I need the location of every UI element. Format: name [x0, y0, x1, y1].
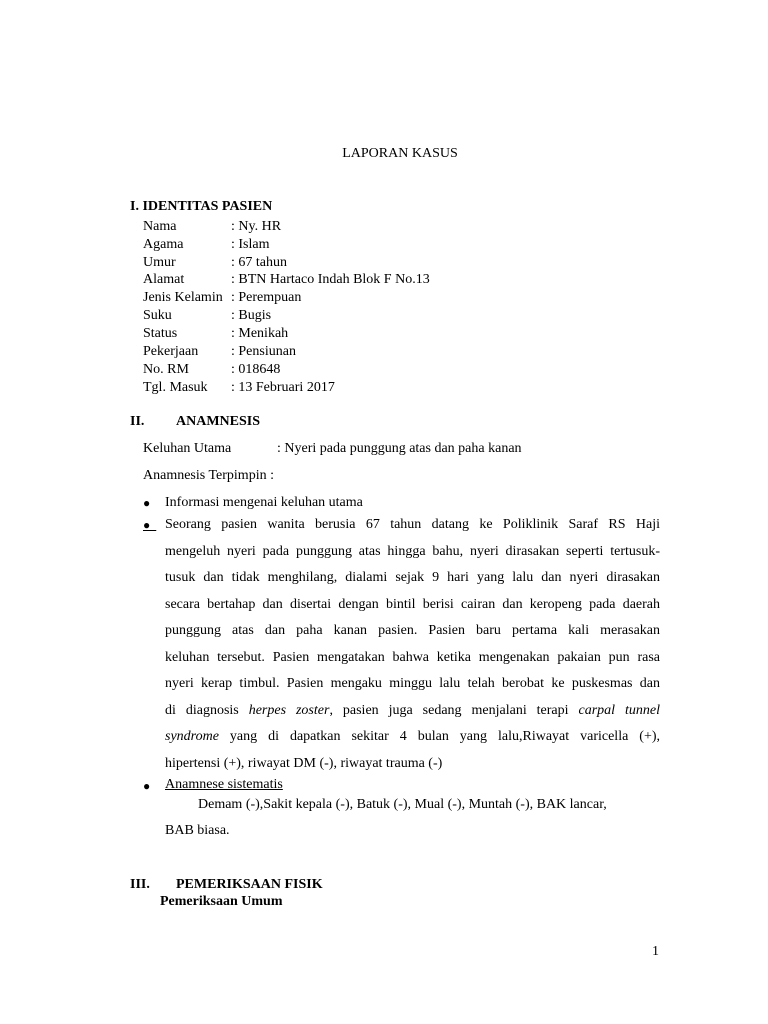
keluhan-paragraph [165, 512, 660, 777]
field-label: Status [143, 326, 178, 341]
text-segment-italic: syndrome [165, 729, 219, 744]
section-anamnesis-number: II. [130, 414, 145, 429]
text-segment: di diagnosis [165, 702, 249, 718]
text-segment-italic: herpes zoster [248, 702, 330, 718]
field-value: : 67 tahun [231, 255, 287, 270]
bullet-icon: ● [143, 496, 151, 510]
field-value: : Ny. HR [231, 219, 282, 234]
paragraph-line-diagnosis [165, 698, 660, 725]
field-label: Jenis Kelamin [143, 290, 223, 305]
bullet-icon: ● [143, 518, 157, 532]
paragraph-line: secara bertahap dan disertai dengan bintil berisi cairan dan keropeng pada daerah [165, 596, 660, 612]
bullet-anamnese-sistematis: Anamnese sistematis [165, 777, 283, 792]
field-label: Suku [143, 308, 172, 323]
paragraph-line: mengeluh nyeri pada punggung atas hingga bahu, nyeri dirasakan seperti tertusuk- [165, 543, 660, 559]
text-segment: yang di dapatkan sekitar 4 bulan yang lalu,Riwayat varicella (+), [218, 729, 660, 744]
section-pemeriksaan-heading: PEMERIKSAAN FISIK [176, 877, 323, 892]
keluhan-utama-label: Keluhan Utama [143, 441, 232, 456]
keluhan-utama-value: : Nyeri pada punggung atas dan paha kanan [277, 441, 522, 456]
field-value: : 018648 [231, 362, 281, 377]
field-label: Nama [143, 219, 177, 234]
section-pemeriksaan-number: III. [130, 877, 150, 892]
field-label: Pekerjaan [143, 344, 199, 359]
section-anamnesis-heading: ANAMNESIS [176, 414, 261, 429]
field-value: : Perempuan [231, 290, 302, 305]
paragraph-line-syndrome [165, 724, 660, 751]
section-identitas-heading: I. IDENTITAS PASIEN [130, 199, 273, 214]
field-label: Tgl. Masuk [143, 380, 208, 395]
field-label: Alamat [143, 272, 185, 287]
field-value: : Bugis [231, 308, 272, 323]
paragraph-line: punggung atas dan paha kanan pasien. Pasien baru pertama kali merasakan [165, 623, 660, 638]
text-segment-italic: carpal tunnel [578, 702, 661, 718]
field-value: : Menikah [231, 326, 289, 341]
paragraph-line: nyeri kerap timbul. Pasien mengaku minggu lalu telah berobat ke puskesmas dan [165, 676, 660, 691]
subsection-pemeriksaan-umum: Pemeriksaan Umum [160, 894, 283, 909]
paragraph-line: tusuk dan tidak menghilang, dialami sejak 9 hari yang lalu dan nyeri dirasakan [165, 570, 660, 585]
field-label: No. RM [143, 362, 189, 377]
bullet-icon: ● [143, 779, 151, 793]
paragraph-line: Seorang pasien wanita berusia 67 tahun datang ke Poliklinik Saraf RS Haji [165, 517, 660, 532]
field-value: : 13 Februari 2017 [231, 380, 335, 395]
sistematis-line: Demam (-),Sakit kepala (-), Batuk (-), Mual (-), Muntah (-), BAK lancar, [198, 797, 607, 812]
field-value: : Pensiunan [231, 344, 296, 359]
text-segment: , pasien juga sedang menjalani terapi [329, 702, 579, 718]
field-value: : BTN Hartaco Indah Blok F No.13 [231, 272, 430, 287]
field-value: : Islam [231, 237, 270, 252]
paragraph-line: hipertensi (+), riwayat DM (-), riwayat trauma (-) [165, 755, 443, 771]
field-label: Umur [143, 255, 176, 270]
field-label: Agama [143, 237, 184, 252]
sistematis-line: BAB biasa. [165, 823, 230, 838]
document-title: LAPORAN KASUS [342, 146, 458, 161]
paragraph-line: keluhan tersebut. Pasien mengatakan bahwa ketika mengenakan pakaian pun rasa [165, 649, 660, 665]
bullet-informasi: Informasi mengenai keluhan utama [165, 495, 363, 510]
page-number: 1 [652, 944, 659, 959]
anamnesis-terpimpin-label: Anamnesis Terpimpin : [143, 468, 274, 483]
